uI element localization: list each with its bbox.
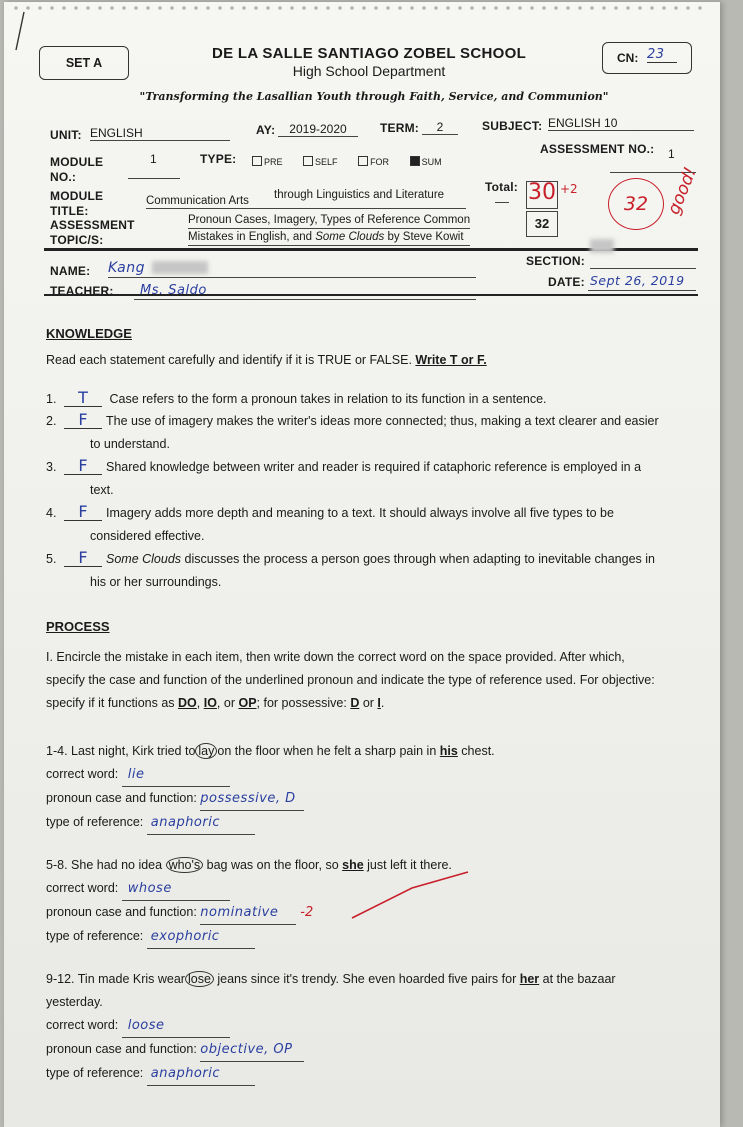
worksheet-page — [4, 2, 720, 1127]
correct-word-field-2[interactable]: whose — [122, 877, 230, 901]
process-sentence-3: 9-12. Tin made Kris wear lose jeans since it's trendy. She even hoarded five pairs for her at the bazaar — [46, 972, 616, 986]
checkbox-for[interactable] — [358, 156, 368, 166]
correct-word-field-3[interactable]: loose — [122, 1014, 230, 1038]
ay-value: 2019-2020 — [278, 122, 358, 137]
case-function-field-2[interactable]: nominative — [200, 901, 296, 925]
encircled-mistake-3: lose — [185, 971, 214, 987]
name-label: NAME: — [50, 264, 91, 278]
module-title-line — [146, 208, 466, 209]
module-no-value: 1 — [150, 152, 157, 166]
checkbox-pre[interactable] — [252, 156, 262, 166]
red-correction-stroke — [344, 868, 474, 924]
answer-field-3[interactable]: F — [64, 458, 102, 475]
score-box — [526, 181, 558, 209]
unit-label: UNIT: — [50, 128, 82, 142]
date-field — [588, 272, 696, 291]
pen-stroke — [10, 10, 30, 54]
module-no-label: MODULE NO.: — [50, 155, 104, 184]
section-line — [590, 268, 696, 269]
cn-label: CN: — [617, 51, 639, 65]
term-value: 2 — [422, 120, 458, 135]
module-title-value-b: through Linguistics and Literature — [274, 189, 445, 201]
knowledge-instruction: Read each statement carefully and identify if it is TRUE or FALSE. Write T or F. — [46, 353, 487, 367]
type-sum-option[interactable]: SUM — [410, 157, 442, 167]
total-label: Total: — [485, 180, 518, 194]
correct-word-field-1[interactable]: lie — [122, 763, 230, 787]
deduction-mark: -2 — [300, 905, 314, 920]
module-no-line — [128, 178, 180, 179]
unit-value: ENGLISH — [90, 126, 230, 141]
module-title-value-a: Communication Arts — [146, 195, 249, 207]
teacher-value: Ms. Saldo — [140, 283, 207, 298]
circled-final-score: 32 — [608, 178, 664, 230]
school-motto: "Transforming the Lasallian Youth through Faith, Service, and Communion" — [139, 90, 609, 103]
subject-label: SUBJECT: — [482, 119, 543, 133]
knowledge-item-2: 2. F The use of imagery makes the writer's ideas more connected; thus, making a text clearer and easier to understand. — [46, 410, 659, 451]
knowledge-item-3: 3. F Shared knowledge between writer and reader is required if cataphoric reference is employed in a text. — [46, 456, 642, 497]
knowledge-item-1: 1. T Case refers to the form a pronoun takes in relation to its function in a sentence. — [46, 388, 547, 407]
department-name: High School Department — [292, 63, 446, 79]
process-item-2: 5-8. She had no idea who's bag was on the floor, so she just left it there. correct word: whose pronoun case and function: nominative -2 type of reference: exophoric — [46, 854, 706, 949]
type-label: TYPE: — [200, 152, 237, 166]
subject-value: ENGLISH 10 — [548, 116, 694, 131]
teacher-label: TEACHER: — [50, 284, 114, 298]
answer-field-1[interactable]: T — [64, 390, 102, 407]
school-name: DE LA SALLE SANTIAGO ZOBEL SCHOOL — [211, 45, 527, 62]
topics-value — [188, 212, 470, 246]
topics-label: ASSESSMENT TOPIC/S: — [50, 218, 135, 247]
assessment-no-value: 1 — [668, 147, 675, 161]
praise-note: good! — [664, 164, 701, 218]
set-box — [39, 46, 129, 80]
assessment-no-label: ASSESSMENT NO.: — [540, 142, 655, 156]
total-value: 32 — [526, 211, 558, 237]
process-sentence-2: 5-8. She had no idea who's bag was on the floor, so she just left it there. — [46, 858, 452, 872]
reference-type-field-1[interactable]: anaphoric — [147, 811, 255, 835]
set-label: SET A — [65, 56, 103, 70]
answer-field-2[interactable]: F — [64, 412, 102, 429]
cn-box — [602, 42, 692, 74]
checkbox-self[interactable] — [303, 156, 313, 166]
redacted-section — [590, 239, 614, 253]
process-item-3: 9-12. Tin made Kris wear lose jeans since it's trendy. She even hoarded five pairs for her at the bazaar yesterday. correct word: loose pronoun case and function: objective, OP type of reference: anaphoric — [46, 968, 706, 1086]
encircled-mistake-2: who's — [166, 857, 204, 873]
section-label: SECTION: — [526, 254, 585, 268]
name-value: Kang — [108, 260, 146, 276]
type-checkboxes — [252, 156, 442, 167]
info-divider — [44, 294, 698, 296]
perforation-edge — [10, 5, 710, 11]
answer-field-4[interactable]: F — [64, 504, 102, 521]
topics-line-2: Mistakes in English, and Some Clouds by Steve Kowit — [188, 229, 470, 246]
teacher-field — [134, 281, 476, 300]
case-function-field-3[interactable]: objective, OP — [200, 1038, 304, 1062]
cn-value: 23 — [647, 47, 677, 63]
reference-type-field-2[interactable]: exophoric — [147, 925, 255, 949]
checkbox-sum-checked[interactable] — [410, 156, 420, 166]
knowledge-list — [46, 390, 706, 596]
process-title: PROCESS — [46, 619, 110, 634]
process-instructions: I. Encircle the mistake in each item, then write down the correct word on the space provided. After which, specify the case and function of the underlined pronoun and indicate the type of reference used. For objective: specify if it functions as DO, IO, or OP; for possessive: D or I. — [46, 650, 655, 711]
school-header — [154, 45, 584, 79]
score-bonus: +2 — [560, 182, 578, 196]
type-self-option[interactable]: SELF — [303, 157, 338, 167]
process-sentence-1: 1-4. Last night, Kirk tried to lay on the floor when he felt a sharp pain in his chest. — [46, 744, 495, 758]
process-item-1: 1-4. Last night, Kirk tried to lay on the floor when he felt a sharp pain in his chest. correct word: lie pronoun case and function: possessive, D type of reference: anaphoric — [46, 740, 706, 835]
topics-line-1: Pronoun Cases, Imagery, Types of Reference Common — [188, 212, 470, 229]
knowledge-item-4: 4. F Imagery adds more depth and meaning to a text. It should always involve all five types to be considered effective. — [46, 502, 614, 543]
type-for-option[interactable]: FOR — [358, 157, 389, 167]
name-field — [108, 259, 476, 278]
total-divider — [495, 202, 509, 203]
redacted-surname — [152, 261, 208, 274]
date-value: Sept 26, 2019 — [590, 273, 685, 288]
date-label: DATE: — [548, 275, 585, 289]
answer-field-5[interactable]: F — [64, 550, 102, 567]
score-value: 30 — [528, 180, 556, 205]
module-title-label: MODULE TITLE: — [50, 189, 104, 218]
reference-type-field-3[interactable]: anaphoric — [147, 1062, 255, 1086]
case-function-field-1[interactable]: possessive, D — [200, 787, 304, 811]
term-label: TERM: — [380, 121, 419, 135]
encircled-mistake-1: lay — [195, 743, 217, 759]
ay-label: AY: — [256, 123, 276, 137]
knowledge-title: KNOWLEDGE — [46, 326, 132, 341]
knowledge-item-5: 5. F Some Clouds discusses the process a person goes through when adapting to inevitable changes in his or her surroundings. — [46, 548, 655, 589]
type-pre-option[interactable]: PRE — [252, 157, 283, 167]
